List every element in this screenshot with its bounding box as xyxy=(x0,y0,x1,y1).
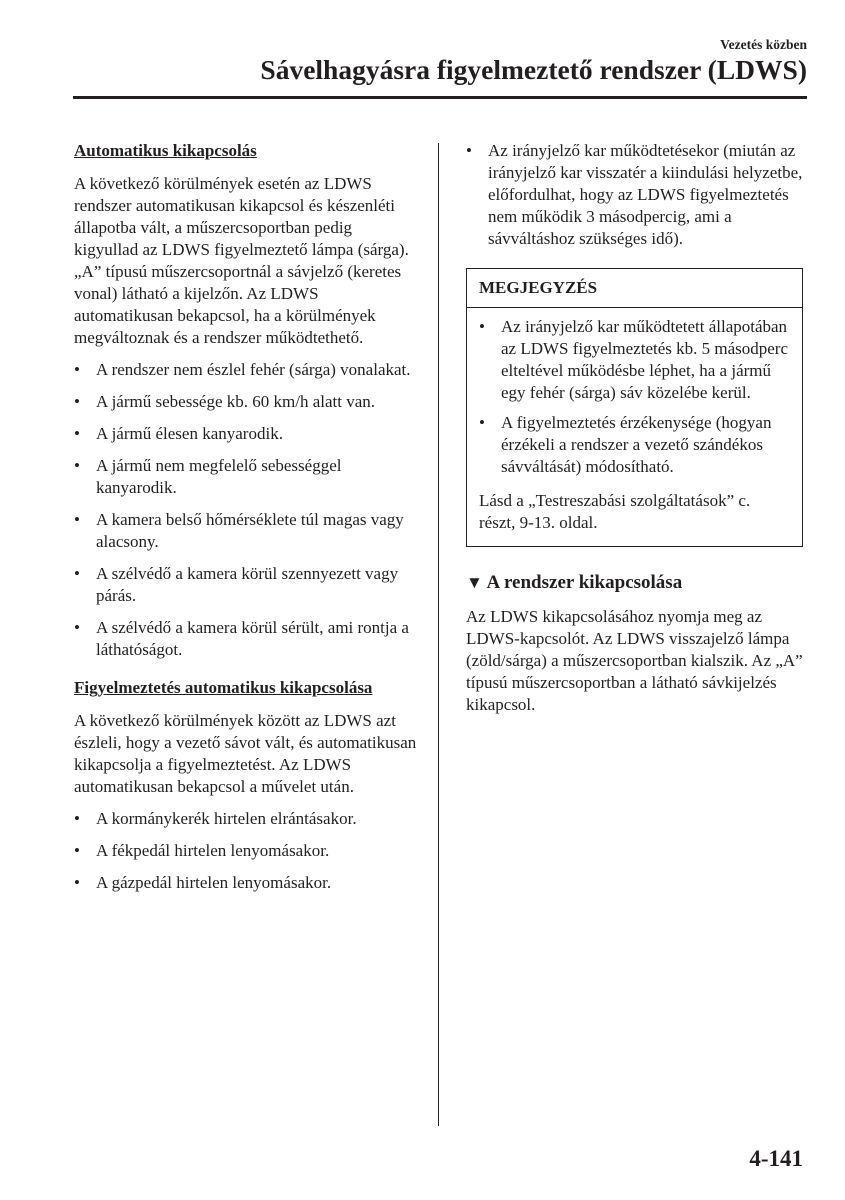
triangle-down-icon: ▼ xyxy=(466,573,483,592)
note-box xyxy=(466,268,803,547)
system-off-heading-text: A rendszer kikapcsolása xyxy=(486,572,683,593)
page-title: Sávelhagyásra figyelmeztető rendszer (LDWS) xyxy=(260,54,807,85)
note-title: MEGJEGYZÉS xyxy=(479,278,598,297)
system-off-heading xyxy=(466,571,806,595)
left-column xyxy=(74,140,420,894)
list-item: • Az irányjelző kar működtetésekor (miután az irányjelző kar visszatér a kiindulási helyzetbe, előfordulhat, hogy az LDWS figyelmeztetés nem működik 3 másodpercig, ami a sávváltáshoz szükséges idő). xyxy=(466,140,806,250)
list-item: • A jármű nem megfelelő sebességgel kanyarodik. xyxy=(74,455,420,499)
auto-off-heading: Automatikus kikapcsolás xyxy=(74,141,257,160)
system-off-paragraph: Az LDWS kikapcsolásához nyomja meg az LDWS-kapcsolót. Az LDWS visszajelző lámpa (zöld/sárga) a műszercsoportban kialszik. Az „A” típusú műszercsoportban a látható sávkijelzés kikapcsol. xyxy=(466,607,803,714)
section-label: Vezetés közben xyxy=(720,37,807,52)
warning-auto-off-paragraph: A következő körülmények között az LDWS azt észleli, hogy a vezető sávot vált, és automatikusan kikapcsolja a figyelmeztetést. Az LDWS automatikusan bekapcsol a művelet után. xyxy=(74,711,417,796)
warning-auto-off-list xyxy=(74,808,420,894)
list-item: • A gázpedál hirtelen lenyomásakor. xyxy=(74,872,420,894)
list-item: • A szélvédő a kamera körül sérült, ami rontja a láthatóságot. xyxy=(74,617,420,661)
list-item: • A rendszer nem észlel fehér (sárga) vonalakat. xyxy=(74,359,420,381)
list-item: • A fékpedál hirtelen lenyomásakor. xyxy=(74,840,420,862)
warning-auto-off-heading: Figyelmeztetés automatikus kikapcsolása xyxy=(74,678,373,697)
list-item: • A jármű sebessége kb. 60 km/h alatt van. xyxy=(74,391,420,413)
column-divider xyxy=(438,143,439,1126)
list-item: • A kamera belső hőmérséklete túl magas vagy alacsony. xyxy=(74,509,420,553)
list-item: • A szélvédő a kamera körül szennyezett vagy párás. xyxy=(74,563,420,607)
list-item: • A figyelmeztetés érzékenysége (hogyan érzékeli a rendszer a vezető szándékos sávváltását) módosítható. xyxy=(479,412,790,478)
title-rule xyxy=(73,96,807,99)
auto-off-conditions-list xyxy=(74,359,420,661)
note-reference: Lásd a „Testreszabási szolgáltatások” c. részt, 9-13. oldal. xyxy=(479,491,751,532)
right-column xyxy=(466,140,806,716)
auto-off-paragraph: A következő körülmények esetén az LDWS rendszer automatikusan kikapcsol és készenléti állapotba vált, a műszercsoportban pedig kigyullad az LDWS figyelmeztető lámpa (sárga). „A” típusú műszercsoportnál a sávjelző (keretes vonal) látható a kijelzőn. Az LDWS automatikusan bekapcsol, ha a körülmények megváltoznak és a rendszer működtethető. xyxy=(74,174,409,347)
note-divider xyxy=(467,307,802,308)
list-item: • A jármű élesen kanyarodik. xyxy=(74,423,420,445)
page-number: 4-141 xyxy=(749,1146,803,1171)
list-item: • Az irányjelző kar működtetett állapotában az LDWS figyelmeztetés kb. 5 másodperc elteltével működésbe léphet, ha a jármű egy fehér (sárga) sáv közelébe kerül. xyxy=(479,316,790,404)
note-list xyxy=(479,316,790,478)
turn-signal-list xyxy=(466,140,806,250)
list-item: • A kormánykerék hirtelen elrántásakor. xyxy=(74,808,420,830)
